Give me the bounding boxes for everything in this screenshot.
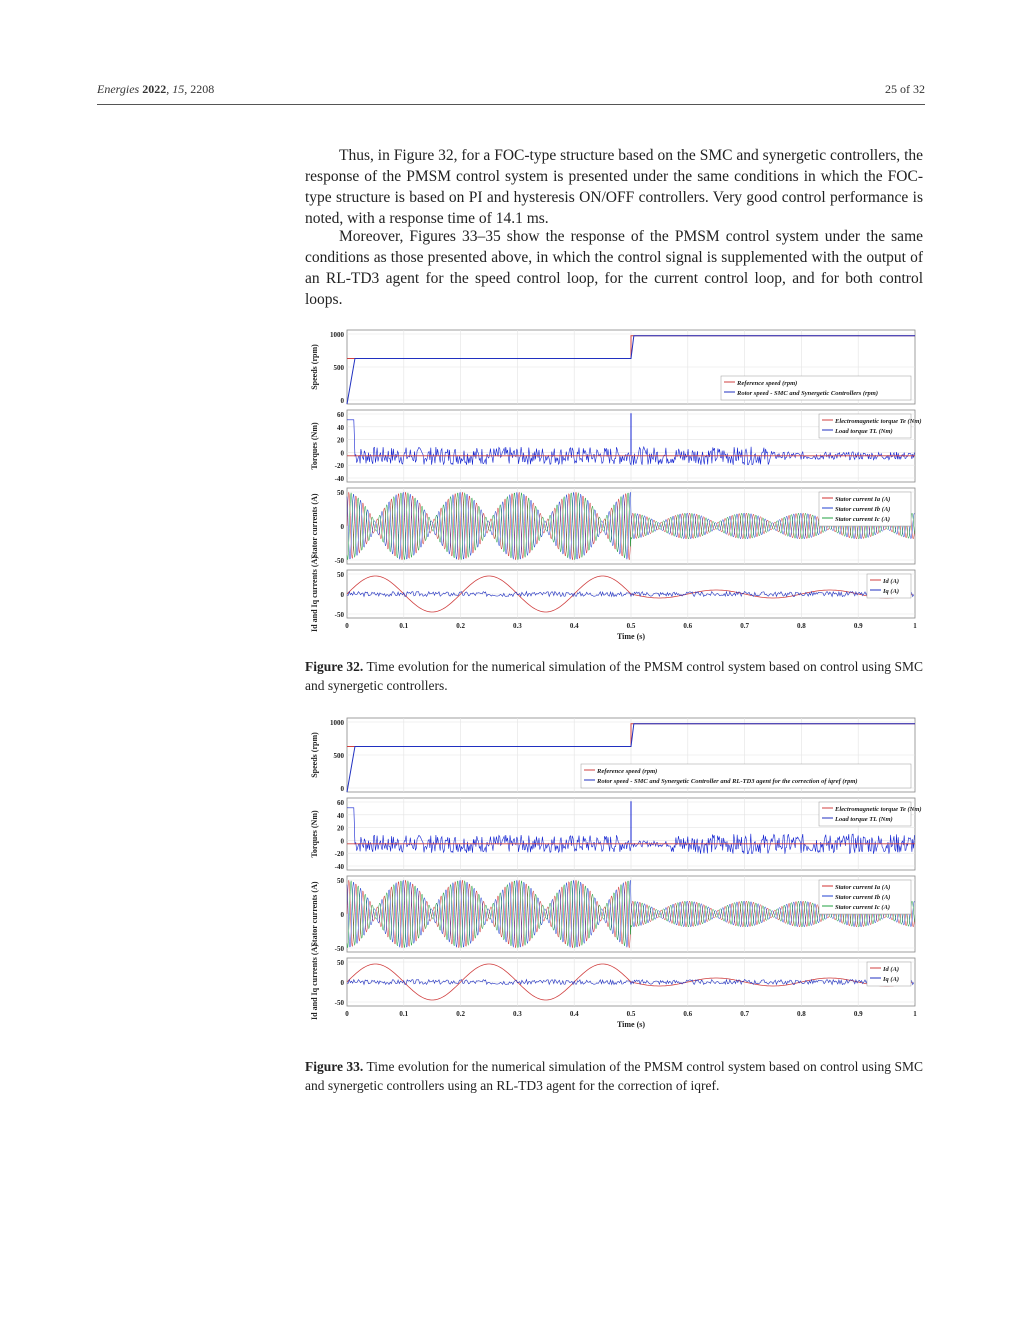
figure-32-plot: [305, 326, 925, 646]
y-tick-label: 1000: [330, 331, 344, 339]
legend-entry: Iq (A): [883, 588, 900, 595]
legend-entry: Electromagnetic torque Te (Nm): [835, 418, 922, 425]
y-tick-label: -50: [334, 945, 344, 953]
x-tick-label: 0.7: [740, 1010, 749, 1018]
legend-entry: Rotor speed - SMC and Synergetic Controller and RL-TD3 agent for the correction of iqref (rpm): [597, 778, 858, 785]
x-tick-label: 0.5: [626, 1010, 636, 1018]
body-paragraph-2: [305, 226, 923, 310]
x-tick-label: 0.6: [683, 1010, 693, 1018]
figure-33-caption: [305, 1057, 923, 1095]
header-rule: [97, 104, 925, 105]
y-tick-label: 50: [337, 571, 344, 579]
legend-entry: Load torque TL (Nm): [835, 428, 893, 435]
figure-32: [305, 326, 925, 646]
caption-label: Figure 32.: [305, 659, 364, 674]
y-tick-label: 0: [340, 837, 344, 846]
y-tick-label: 20: [337, 824, 344, 833]
caption-text: Time evolution for the numerical simulation of the PMSM control system based on control using SMC and synergetic controllers using an RL-TD3 agent for the correction of iqref.: [305, 1059, 924, 1093]
y-axis-label: Speeds (rpm): [310, 344, 319, 390]
x-tick-label: 0.3: [513, 622, 522, 630]
x-tick-label: 0.9: [853, 1010, 863, 1018]
x-tick-label: 1: [913, 1010, 917, 1018]
y-tick-label: 50: [337, 877, 344, 885]
legend-entry: Stator current Ib (A): [835, 894, 891, 901]
subplot-1: [310, 330, 915, 405]
y-tick-label: 0: [340, 911, 344, 919]
x-tick-label: 0.2: [456, 622, 465, 630]
y-tick-label: 0: [340, 523, 344, 531]
journal-volume: 15: [172, 82, 185, 96]
journal-year: 2022: [142, 82, 167, 96]
x-tick-label: 0.4: [569, 622, 579, 630]
y-tick-label: -20: [334, 462, 344, 471]
x-tick-label: 0.8: [797, 622, 806, 630]
subplot-2: [310, 798, 922, 871]
x-tick-label: 0.4: [569, 1010, 579, 1018]
y-tick-label: 1000: [330, 719, 344, 727]
legend-entry: Id (A): [883, 966, 900, 973]
y-tick-label: 0: [340, 979, 344, 987]
x-tick-label: 0.7: [740, 622, 749, 630]
x-tick-label: 0.3: [513, 1010, 522, 1018]
y-tick-label: -50: [334, 999, 344, 1007]
x-tick-label: 0: [345, 622, 349, 630]
x-tick-label: 0.6: [683, 622, 693, 630]
x-tick-label: 1: [913, 622, 917, 630]
legend-entry: Rotor speed - SMC and Synergetic Controllers (rpm): [737, 390, 879, 397]
journal-name: Energies: [97, 82, 140, 96]
y-axis-label: Stator currents (A): [310, 493, 319, 559]
figure-32-caption: [305, 657, 923, 695]
legend-entry: Load torque TL (Nm): [835, 816, 893, 823]
y-axis-label: Id and Iq currents (A): [310, 944, 319, 1020]
body-paragraph-1: [305, 145, 923, 229]
y-tick-label: 40: [337, 811, 344, 820]
citation: Energies 2022, 15, 2208: [97, 82, 215, 96]
legend-entry: Stator current Ic (A): [835, 516, 891, 523]
x-tick-label: 0.2: [456, 1010, 465, 1018]
legend-entry: Reference speed (rpm): [597, 768, 658, 775]
legend-entry: Reference speed (rpm): [737, 380, 798, 387]
legend-entry: Id (A): [883, 578, 900, 585]
y-tick-label: 40: [337, 423, 344, 432]
article-number: 2208: [190, 82, 215, 96]
legend-entry: Stator current Ia (A): [835, 884, 891, 891]
legend-entry: Iq (A): [883, 976, 900, 983]
y-tick-label: 50: [337, 489, 344, 497]
y-tick-label: 0: [340, 397, 344, 405]
legend-entry: Electromagnetic torque Te (Nm): [835, 806, 922, 813]
y-axis-label: Stator currents (A): [310, 881, 319, 947]
x-axis-title: Time (s): [616, 1020, 646, 1029]
x-tick-label: 0.8: [797, 1010, 806, 1018]
paragraph-text: Thus, in Figure 32, for a FOC-type structure based on the SMC and synergetic controllers, the response of the PMSM control system is presented under the same conditions in which the FOC-type structure is based on PI and hysteresis ON/OFF controllers. Very good control performance is noted, with a response time of 14.1 ms.: [305, 147, 923, 227]
y-tick-label: 500: [333, 752, 344, 760]
y-tick-label: 60: [337, 799, 344, 807]
x-tick-label: 0.1: [399, 622, 409, 630]
y-tick-label: -50: [334, 557, 344, 565]
y-tick-label: 500: [333, 364, 344, 372]
x-axis-title: Time (s): [616, 632, 646, 641]
y-axis-label: Id and Iq currents (A): [310, 556, 319, 632]
subplot-3: [310, 876, 915, 953]
y-axis-label: Speeds (rpm): [310, 732, 319, 778]
caption-text: Time evolution for the numerical simulation of the PMSM control system based on control using SMC and synergetic controllers.: [305, 659, 924, 693]
paragraph-text: Moreover, Figures 33–35 show the response of the PMSM control system under the same conditions as those presented above, in which the control signal is supplemented with the output of an RL-TD3 agent for the speed control loop, for the current control loop, and for both control loops.: [305, 228, 923, 308]
y-tick-label: 60: [337, 411, 344, 419]
figure-33-plot: [305, 714, 925, 1046]
y-tick-label: 20: [337, 436, 344, 445]
legend-entry: Stator current Ib (A): [835, 506, 891, 513]
subplot-3: [310, 488, 915, 565]
x-tick-label: 0.1: [399, 1010, 409, 1018]
y-tick-label: 0: [340, 449, 344, 458]
y-tick-label: -50: [334, 611, 344, 619]
subplot-4: [310, 556, 915, 632]
y-axis-label: Torques (Nm): [310, 810, 319, 858]
x-tick-label: 0: [345, 1010, 349, 1018]
figure-33: [305, 714, 925, 1046]
x-tick-label: 0.5: [626, 622, 636, 630]
legend-entry: Stator current Ia (A): [835, 496, 891, 503]
subplot-1: [310, 718, 915, 793]
caption-label: Figure 33.: [305, 1059, 364, 1074]
running-header: [97, 82, 925, 98]
y-tick-label: 50: [337, 959, 344, 967]
x-tick-label: 0.9: [853, 622, 863, 630]
y-axis-label: Torques (Nm): [310, 422, 319, 470]
subplot-2: [310, 410, 922, 483]
y-tick-label: -40: [334, 863, 344, 871]
legend-entry: Stator current Ic (A): [835, 904, 891, 911]
y-tick-label: 0: [340, 591, 344, 599]
page-number: 25 of 32: [885, 82, 925, 96]
y-tick-label: -20: [334, 850, 344, 859]
y-tick-label: -40: [334, 475, 344, 483]
y-tick-label: 0: [340, 785, 344, 793]
subplot-4: [310, 944, 915, 1020]
